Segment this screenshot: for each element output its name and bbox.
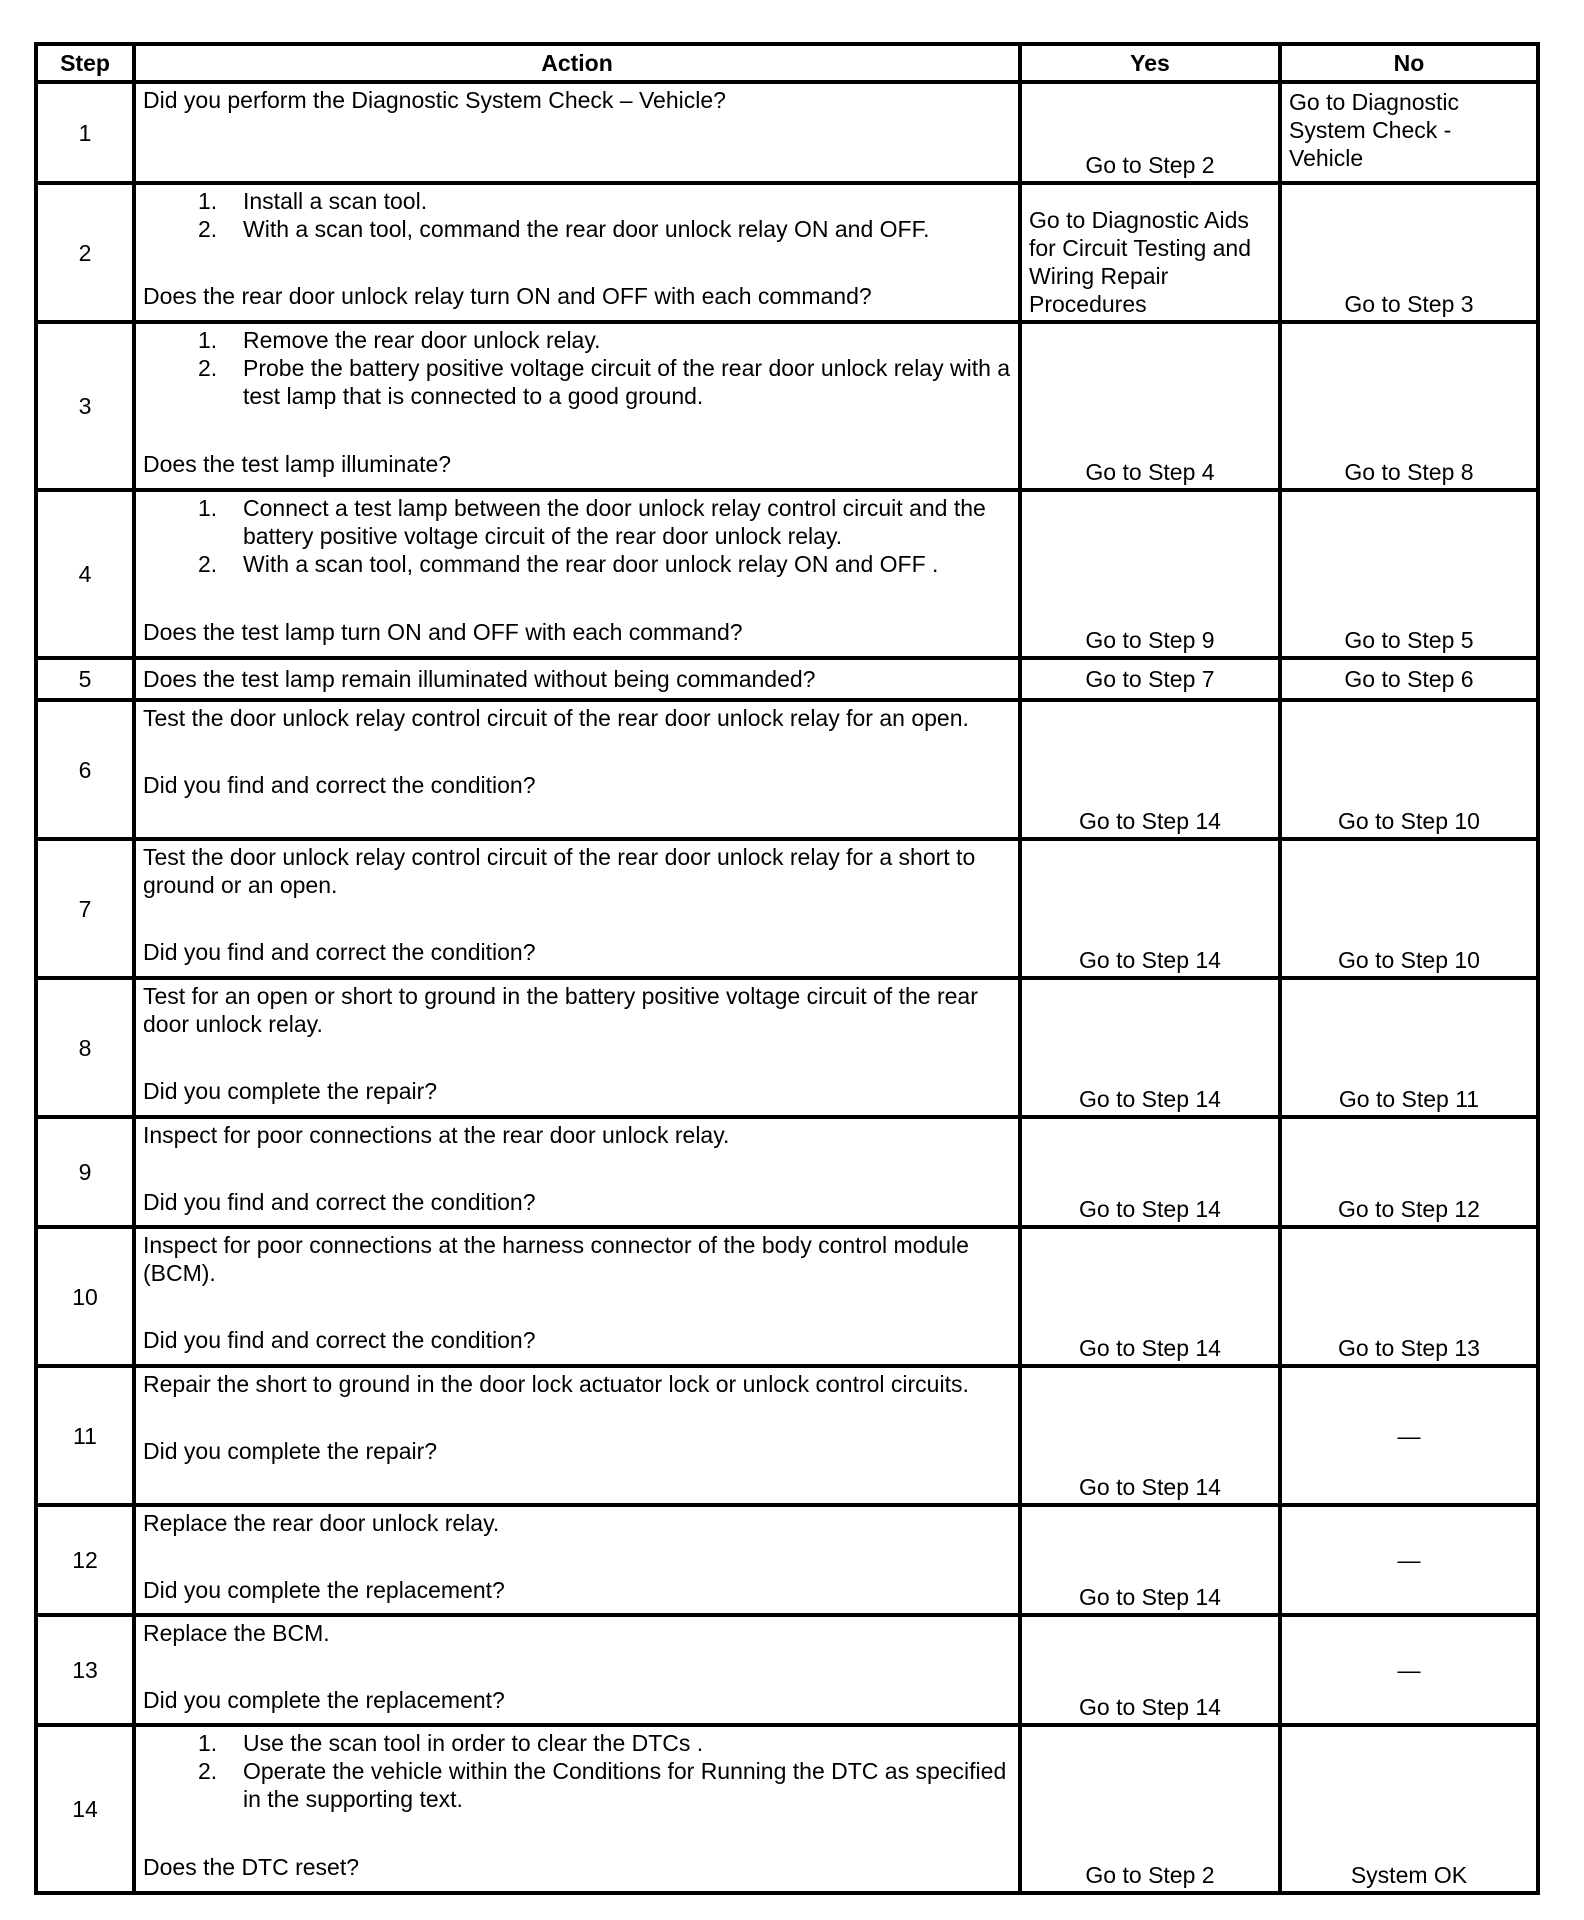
action-cell xyxy=(134,1227,1020,1366)
list-item: 2. With a scan tool, command the rear door unlock relay ON and OFF . xyxy=(198,551,939,577)
yes-cell: Go to Step 14 xyxy=(1020,839,1280,978)
table-row xyxy=(36,1117,1538,1227)
list-item: 1. Install a scan tool. xyxy=(198,188,428,214)
no-cell: — xyxy=(1280,1505,1538,1615)
table-row xyxy=(36,978,1538,1117)
no-cell: Go to Step 3 xyxy=(1280,183,1538,322)
step-number: 12 xyxy=(36,1505,134,1615)
yes-cell: Go to Diagnostic Aids for Circuit Testing and Wiring Repair Procedures xyxy=(1020,183,1280,322)
step-number: 7 xyxy=(36,839,134,978)
no-cell: Go to Step 5 xyxy=(1280,490,1538,658)
table-row xyxy=(36,700,1538,839)
header-step: Step xyxy=(36,44,134,82)
action-question: Does the rear door unlock relay turn ON and OFF with each command? xyxy=(143,283,872,309)
action-question: Did you find and correct the condition? xyxy=(143,939,536,965)
action-cell xyxy=(134,700,1020,839)
list-item: 1. Connect a test lamp between the door unlock relay control circuit and the battery positive voltage circuit of the rear door unlock relay. xyxy=(198,495,986,549)
action-text: Did you perform the Diagnostic System Check – Vehicle? xyxy=(143,87,726,113)
step-number: 4 xyxy=(36,490,134,658)
no-cell: Go to Step 12 xyxy=(1280,1117,1538,1227)
step-number: 6 xyxy=(36,700,134,839)
no-cell: — xyxy=(1280,1366,1538,1505)
action-cell xyxy=(134,1615,1020,1725)
yes-cell: Go to Step 2 xyxy=(1020,82,1280,183)
table-row xyxy=(36,1725,1538,1893)
action-cell xyxy=(134,490,1020,658)
action-question: Did you complete the replacement? xyxy=(143,1687,505,1713)
yes-cell: Go to Step 2 xyxy=(1020,1725,1280,1893)
table-row xyxy=(36,322,1538,490)
step-number: 14 xyxy=(36,1725,134,1893)
action-list xyxy=(143,187,1011,243)
step-number: 5 xyxy=(36,658,134,700)
action-text: Replace the rear door unlock relay. xyxy=(143,1510,500,1536)
action-cell xyxy=(134,1725,1020,1893)
action-text: Does the test lamp remain illuminated without being commanded? xyxy=(143,666,816,692)
step-number: 11 xyxy=(36,1366,134,1505)
step-number: 2 xyxy=(36,183,134,322)
step-number: 1 xyxy=(36,82,134,183)
no-cell: Go to Step 6 xyxy=(1280,658,1538,700)
yes-cell: Go to Step 14 xyxy=(1020,1227,1280,1366)
action-cell xyxy=(134,839,1020,978)
action-text: Inspect for poor connections at the rear door unlock relay. xyxy=(143,1122,730,1148)
yes-cell: Go to Step 14 xyxy=(1020,700,1280,839)
action-cell xyxy=(134,1505,1020,1615)
header-no: No xyxy=(1280,44,1538,82)
list-item: 2. With a scan tool, command the rear door unlock relay ON and OFF. xyxy=(198,216,930,242)
list-item: 2. Probe the battery positive voltage circuit of the rear door unlock relay with a test lamp that is connected to a good ground. xyxy=(198,355,1011,409)
yes-cell: Go to Step 14 xyxy=(1020,1366,1280,1505)
table-row xyxy=(36,1615,1538,1725)
table-row xyxy=(36,1366,1538,1505)
no-cell: Go to Step 11 xyxy=(1280,978,1538,1117)
step-number: 10 xyxy=(36,1227,134,1366)
no-cell: Go to Diagnostic System Check - Vehicle xyxy=(1280,82,1538,183)
yes-cell: Go to Step 9 xyxy=(1020,490,1280,658)
action-text: Inspect for poor connections at the harness connector of the body control module (BCM). xyxy=(143,1232,969,1286)
table-row xyxy=(36,1227,1538,1366)
action-question: Did you complete the repair? xyxy=(143,1078,438,1104)
action-question: Does the test lamp turn ON and OFF with each command? xyxy=(143,619,743,645)
yes-cell: Go to Step 14 xyxy=(1020,978,1280,1117)
table-row xyxy=(36,490,1538,658)
step-number: 8 xyxy=(36,978,134,1117)
action-text: Test for an open or short to ground in the battery positive voltage circuit of the rear door unlock relay. xyxy=(143,983,978,1037)
yes-cell: Go to Step 14 xyxy=(1020,1117,1280,1227)
yes-cell: Go to Step 7 xyxy=(1020,658,1280,700)
table-row xyxy=(36,1505,1538,1615)
action-list xyxy=(143,1729,1011,1813)
no-cell: Go to Step 10 xyxy=(1280,700,1538,839)
list-item: 2. Operate the vehicle within the Conditions for Running the DTC as specified in the supporting text. xyxy=(198,1758,1007,1812)
action-question: Did you find and correct the condition? xyxy=(143,1327,536,1353)
step-number: 9 xyxy=(36,1117,134,1227)
step-number: 3 xyxy=(36,322,134,490)
action-cell xyxy=(134,322,1020,490)
action-cell xyxy=(134,82,1020,183)
action-text: Test the door unlock relay control circuit of the rear door unlock relay for a short to ground or an open. xyxy=(143,844,976,898)
no-cell: System OK xyxy=(1280,1725,1538,1893)
header-action: Action xyxy=(134,44,1020,82)
step-number: 13 xyxy=(36,1615,134,1725)
action-text: Replace the BCM. xyxy=(143,1620,330,1646)
action-list xyxy=(143,494,1011,578)
action-question: Does the DTC reset? xyxy=(143,1854,360,1880)
action-cell xyxy=(134,978,1020,1117)
action-cell xyxy=(134,183,1020,322)
no-cell: Go to Step 13 xyxy=(1280,1227,1538,1366)
action-question: Did you find and correct the condition? xyxy=(143,772,536,798)
no-cell: — xyxy=(1280,1615,1538,1725)
no-cell: Go to Step 10 xyxy=(1280,839,1538,978)
table-row xyxy=(36,658,1538,700)
action-text: Test the door unlock relay control circuit of the rear door unlock relay for an open. xyxy=(143,705,969,731)
diagnostic-table xyxy=(34,42,1540,1895)
yes-cell: Go to Step 14 xyxy=(1020,1505,1280,1615)
action-question: Did you complete the replacement? xyxy=(143,1577,505,1603)
header-yes: Yes xyxy=(1020,44,1280,82)
action-text: Repair the short to ground in the door lock actuator lock or unlock control circuits. xyxy=(143,1371,969,1397)
yes-cell: Go to Step 14 xyxy=(1020,1615,1280,1725)
table-row xyxy=(36,82,1538,183)
list-item: 1. Use the scan tool in order to clear the DTCs . xyxy=(198,1730,704,1756)
action-cell xyxy=(134,658,1020,700)
action-question: Did you find and correct the condition? xyxy=(143,1189,536,1215)
table-row xyxy=(36,839,1538,978)
action-list xyxy=(143,326,1011,410)
action-cell xyxy=(134,1117,1020,1227)
action-question: Does the test lamp illuminate? xyxy=(143,451,452,477)
action-cell xyxy=(134,1366,1020,1505)
header-row xyxy=(36,44,1538,82)
list-item: 1. Remove the rear door unlock relay. xyxy=(198,327,601,353)
action-question: Did you complete the repair? xyxy=(143,1438,438,1464)
no-cell: Go to Step 8 xyxy=(1280,322,1538,490)
yes-cell: Go to Step 4 xyxy=(1020,322,1280,490)
table-row xyxy=(36,183,1538,322)
